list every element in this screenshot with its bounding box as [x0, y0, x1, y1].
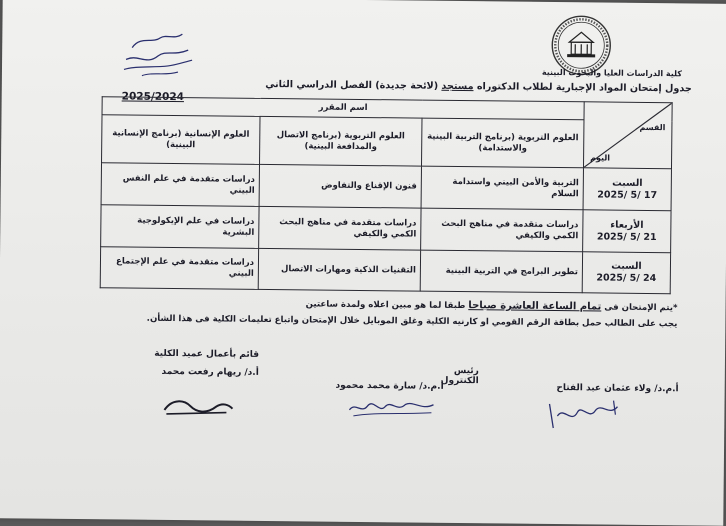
control-head-title: رئيس الكنترول: [419, 366, 479, 387]
student-instructions-note: يجب على الطالب حمل بطاقة الرقم القومي او كارنيه الكلية وغلق الموبايل خلال الإمتحان واتباع تعليمات الكلية فى هذا الشأن.: [111, 313, 677, 329]
member1-signature: [543, 394, 623, 435]
day-name: الأربعاء: [587, 219, 666, 232]
control-member-2: أ.م.د/ سارة محمد محمود: [304, 380, 444, 391]
exam-date: 2025/ 5/ 17: [588, 189, 667, 202]
course-cell: دراسات متقدمة في علم النفس البيني: [101, 163, 259, 207]
acting-dean-title: قائم بأعمال عميد الكلية: [149, 349, 259, 360]
column-header: العلوم التربوية (برنامج التربية البينية والاستدامة): [422, 118, 584, 168]
college-name: كلية الدراسات العليا والبحوث البينية: [482, 67, 682, 78]
course-cell: دراسات متقدمة في مناهج البحث الكمي والكيفي: [259, 206, 421, 250]
title-part2: (لائحة جديدة) الفصل الدراسي الثاني: [265, 79, 438, 92]
exam-time-note: [257, 298, 677, 313]
corner-section-label: القسم: [639, 123, 665, 133]
course-cell: دراسات في علم الإيكولوجية البشرية: [101, 205, 259, 249]
day-date-cell: [583, 168, 671, 211]
course-name-group-header: اسم المقرر: [102, 97, 584, 120]
acting-dean-block: [149, 349, 259, 378]
column-header: العلوم الإنسانية (برنامج الإنسانية البينية): [102, 115, 261, 165]
course-cell: فنون الإقناع والتفاوض: [259, 164, 421, 208]
exam-schedule-table: [100, 96, 673, 294]
table-row: [100, 247, 670, 294]
control-member-1: أ.م.د/ ولاء عثمان عبد الفتاح: [469, 382, 679, 394]
title-underlined-word: مستجد: [441, 81, 473, 92]
member2-signature: [343, 394, 438, 423]
title-part1: جدول إمتحان المواد الإجبارية لطلاب الدكتوراه: [477, 81, 692, 94]
table-row: [101, 205, 671, 253]
acting-dean-name: أ.د/ ريهام رفعت محمد: [149, 367, 259, 378]
column-header: العلوم التربوية (برنامج الاتصال والمدافعة البينية): [260, 116, 422, 166]
day-date-cell: [583, 210, 671, 253]
course-cell: دراسات متقدمة في مناهج البحث الكمي والكيفي: [421, 208, 583, 252]
day-name: السبت: [588, 177, 667, 190]
note1-part2: طبقا لما هو مبين اعلاه ولمدة ساعتين: [306, 299, 466, 311]
note1-part1: *يتم الإمتحان فى: [604, 303, 677, 314]
exam-date: 2025/ 5/ 24: [587, 272, 666, 285]
course-cell: تطوير البرامج في التربية البينية: [420, 250, 582, 293]
course-cell: التربية والأمن البيني واستدامة السلام: [421, 166, 583, 210]
academic-year: 2025/2024: [122, 90, 242, 103]
table-corner-cell: [584, 102, 673, 169]
day-date-cell: [582, 252, 670, 294]
corner-day-label: اليوم: [590, 153, 610, 163]
exam-date: 2025/ 5/ 21: [587, 231, 666, 244]
day-name: السبت: [587, 260, 666, 273]
note1-exam-time: تمام الساعة العاشرة صباحا: [468, 300, 601, 312]
course-cell: التقنيات الذكية ومهارات الاتصال: [258, 248, 420, 291]
table-row: [101, 163, 671, 211]
course-cell: دراسات متقدمة في علم الإجتماع البيني: [100, 247, 258, 290]
dean-signature: [156, 392, 236, 423]
